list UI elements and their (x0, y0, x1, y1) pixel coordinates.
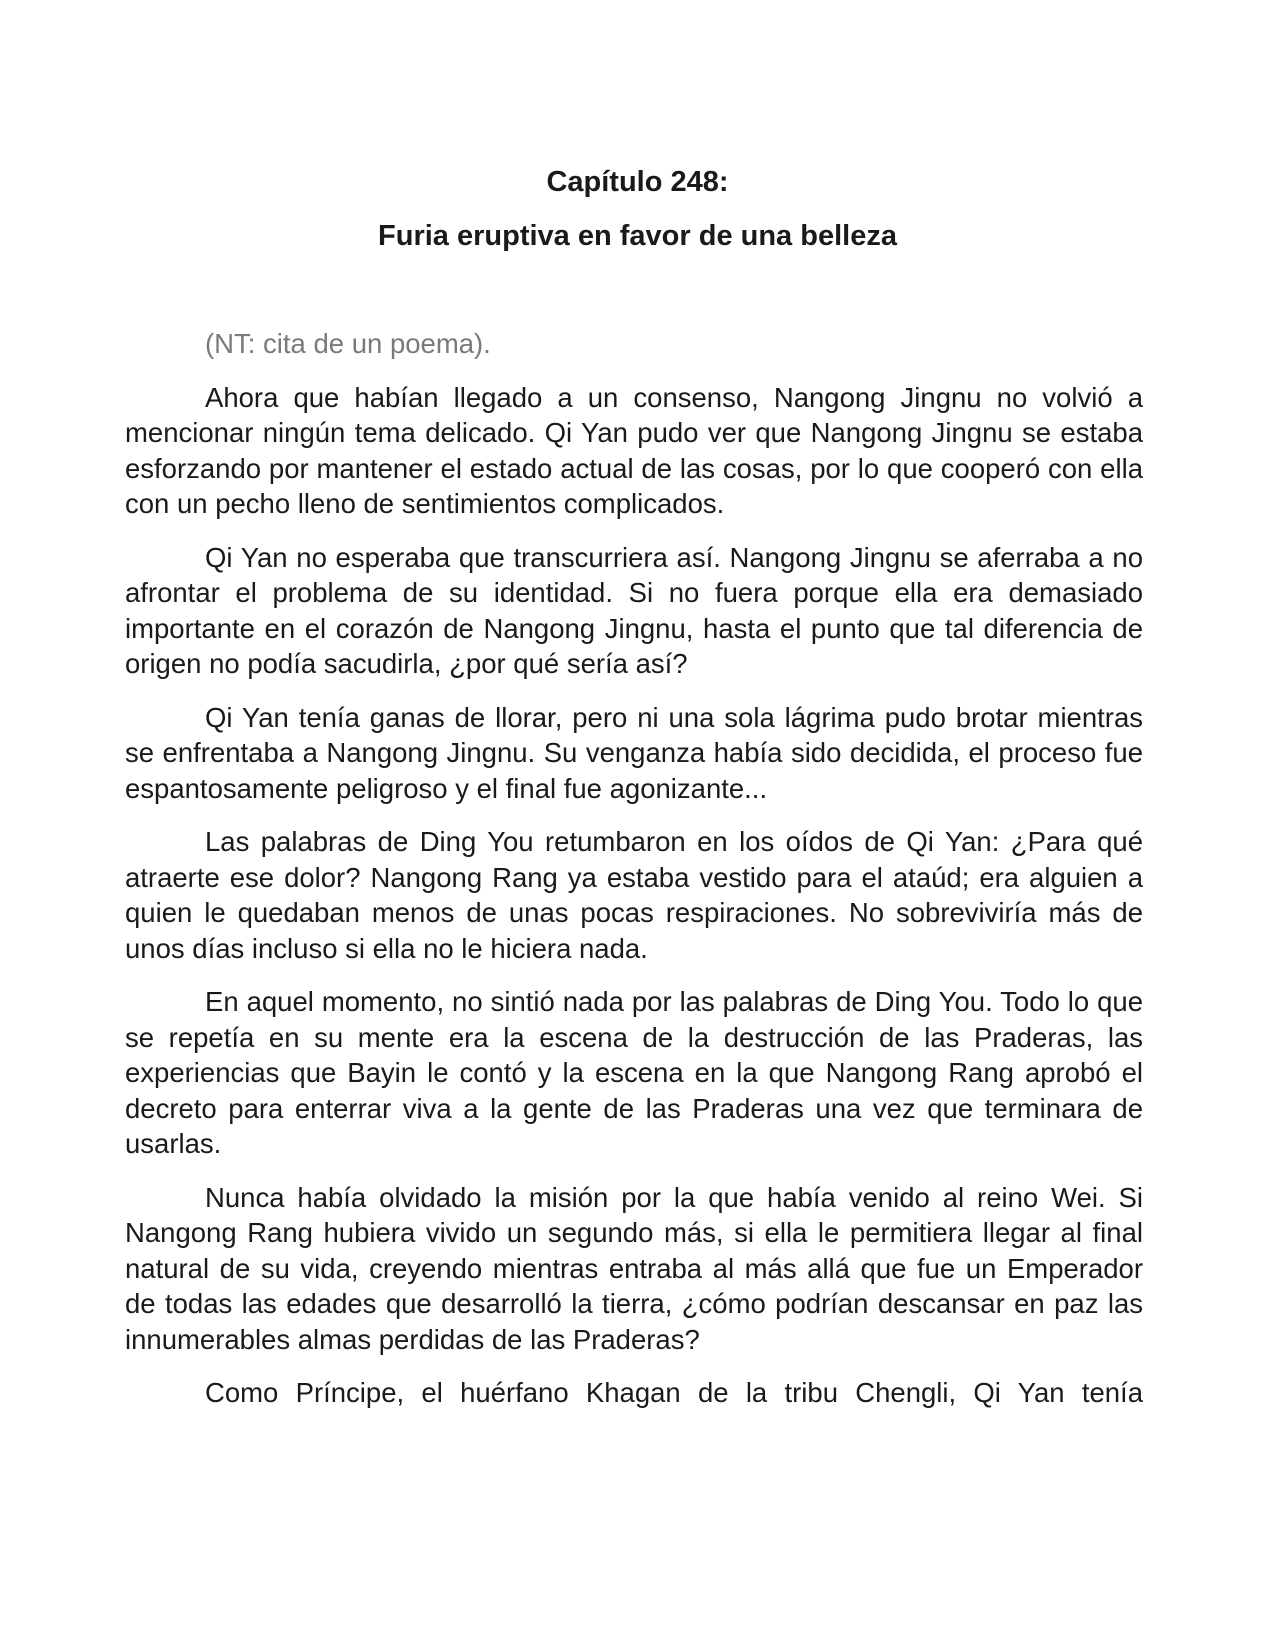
chapter-body (125, 326, 1143, 1429)
chapter-subtitle: Furia eruptiva en favor de una belleza (378, 220, 897, 252)
paragraph: Ahora que habían llegado a un consenso, Nangong Jingnu no volvió a mencionar ningún tema delicado. Qi Yan pudo ver que Nangong Jingnu se estaba esforzando por mantener el estado actual de las cosas, por lo que cooperó con ella con un pecho lleno de sentimientos complicados. (125, 381, 1143, 519)
paragraph: Nunca había olvidado la misión por la que había venido al reino Wei. Si Nangong Rang hubiera vivido un segundo más, si ella le permitiera llegar al final natural de su vida, creyendo mientras entraba al más allá que fue un Emperador de todas las edades que desarrolló la tierra, ¿cómo podrían descansar en paz las innumerables almas perdidas de las Praderas? (125, 1181, 1143, 1355)
paragraph: Qi Yan tenía ganas de llorar, pero ni una sola lágrima pudo brotar mientras se enfrentaba a Nangong Jingnu. Su venganza había sido decidida, el proceso fue espantosamente peligroso y el final fue agonizante... (125, 701, 1143, 804)
chapter-title: Capítulo 248: (546, 166, 729, 198)
paragraph: Las palabras de Ding You retumbaron en los oídos de Qi Yan: ¿Para qué atraerte ese dolor? Nangong Rang ya estaba vestido para el ataúd; era alguien a quien le quedaban menos de unas pocas respiraciones. No sobreviviría más de unos días incluso si ella no le hiciera nada. (125, 826, 1143, 964)
translator-note: (NT: cita de un poema). (205, 328, 491, 359)
paragraph-continued: Como Príncipe, el huérfano Khagan de la tribu Chengli, Qi Yan tenía (205, 1377, 1143, 1408)
paragraph: Qi Yan no esperaba que transcurriera así. Nangong Jingnu se aferraba a no afrontar el problema de su identidad. Si no fuera porque ella era demasiado importante en el corazón de Nangong Jingnu, hasta el punto que tal diferencia de origen no podía sacudirla, ¿por qué sería así? (125, 541, 1143, 679)
paragraph: En aquel momento, no sintió nada por las palabras de Ding You. Todo lo que se repetía en su mente era la escena de la destrucción de las Praderas, las experiencias que Bayin le contó y la escena en la que Nangong Rang aprobó el decreto para enterrar viva a la gente de las Praderas una vez que terminara de usarlas. (125, 986, 1143, 1159)
